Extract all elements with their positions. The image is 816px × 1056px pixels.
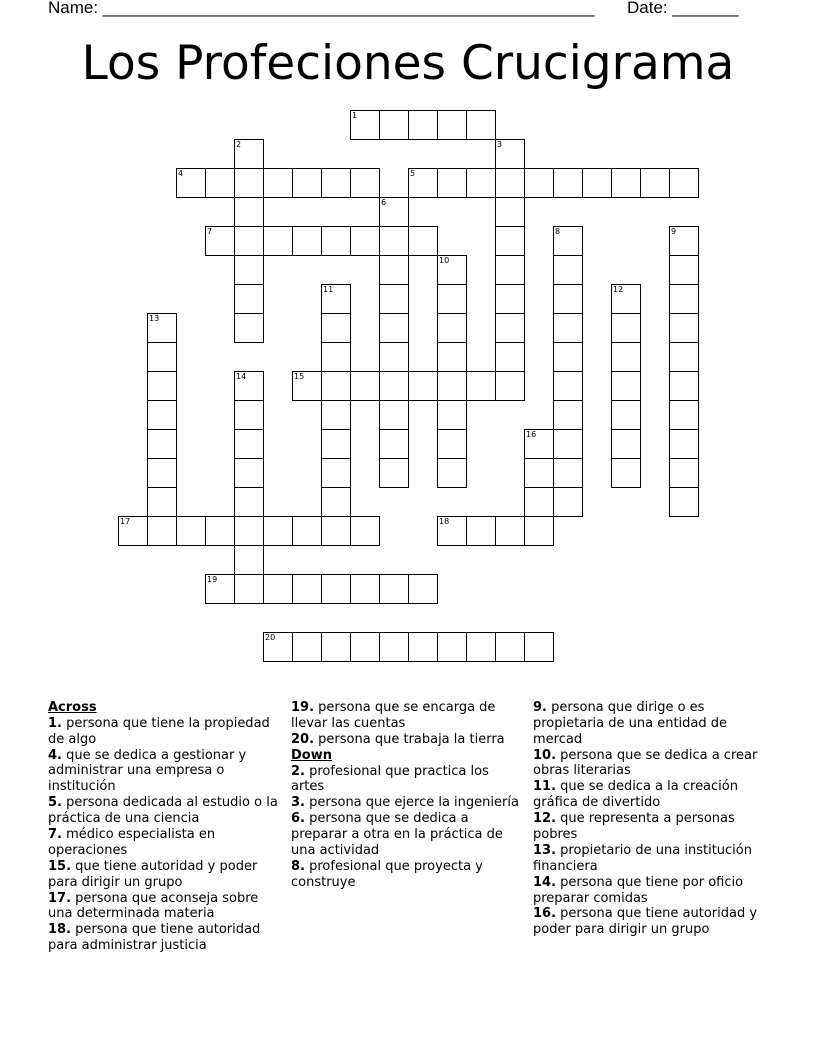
grid-cell[interactable]	[437, 255, 467, 285]
clue-across-15: 15. que tiene autoridad y poder para dirigir un grupo	[48, 858, 258, 890]
grid-cell[interactable]	[553, 226, 583, 256]
grid-cell[interactable]	[205, 574, 235, 604]
grid-cell[interactable]	[234, 226, 264, 256]
grid-cell[interactable]	[524, 429, 554, 459]
grid-cell[interactable]	[524, 487, 554, 517]
clue-number: 12	[613, 285, 624, 294]
grid-cell[interactable]	[379, 197, 409, 227]
grid-cell[interactable]	[234, 516, 264, 546]
grid-cell[interactable]	[350, 226, 380, 256]
grid-cell[interactable]	[611, 313, 641, 343]
grid-cell[interactable]	[379, 632, 409, 662]
grid-cell[interactable]	[437, 429, 467, 459]
grid-cell[interactable]	[263, 632, 293, 662]
grid-cell[interactable]	[611, 429, 641, 459]
page-title: Los Profeciones Crucigrama	[81, 36, 735, 91]
grid-cell[interactable]	[350, 371, 380, 401]
grid-cell[interactable]	[495, 197, 525, 227]
grid-cell[interactable]	[234, 284, 264, 314]
clue-across-7: 7. médico especialista en operaciones	[48, 826, 216, 858]
grid-cell[interactable]	[437, 313, 467, 343]
grid-cell[interactable]	[147, 516, 177, 546]
clue-across-17: 17. persona que aconseja sobre una determinada materia	[48, 890, 259, 922]
grid-cell[interactable]	[553, 168, 583, 198]
grid-cell[interactable]	[466, 516, 496, 546]
clue-number: 9	[671, 227, 677, 236]
name-field-label: Name: ____________________________________________________	[48, 0, 595, 17]
grid-cell[interactable]	[437, 342, 467, 372]
clue-number: 19	[207, 575, 218, 584]
grid-cell[interactable]	[379, 574, 409, 604]
grid-cell[interactable]	[379, 458, 409, 488]
grid-cell[interactable]	[669, 400, 699, 430]
grid-cell[interactable]	[495, 342, 525, 372]
clue-across-19: 19. persona que se encarga de llevar las cuentas	[291, 700, 496, 731]
grid-cell[interactable]	[350, 110, 380, 140]
grid-cell[interactable]	[640, 168, 670, 198]
grid-cell[interactable]	[669, 371, 699, 401]
grid-cell[interactable]	[495, 516, 525, 546]
grid-cell[interactable]	[263, 226, 293, 256]
grid-cell[interactable]	[495, 226, 525, 256]
grid-cell[interactable]	[669, 313, 699, 343]
clue-number: 14	[236, 372, 247, 381]
grid-cell[interactable]	[437, 371, 467, 401]
grid-cell[interactable]	[669, 255, 699, 285]
clue-number: 15	[294, 372, 305, 381]
grid-cell[interactable]	[495, 632, 525, 662]
grid-cell[interactable]	[147, 487, 177, 517]
grid-cell[interactable]	[495, 168, 525, 198]
clue-number: 10	[439, 256, 450, 265]
clue-down-2: 2. profesional que practica los artes	[291, 763, 489, 795]
grid-cell[interactable]	[669, 458, 699, 488]
grid-cell[interactable]	[321, 371, 351, 401]
grid-cell[interactable]	[321, 313, 351, 343]
grid-cell[interactable]	[234, 313, 264, 343]
clue-down-13: 13. propietario de una institución financiera	[533, 842, 752, 874]
grid-cell[interactable]	[553, 313, 583, 343]
grid-cell[interactable]	[321, 574, 351, 604]
grid-cell[interactable]	[553, 458, 583, 488]
grid-cell[interactable]	[466, 632, 496, 662]
grid-cell[interactable]	[292, 371, 322, 401]
grid-cell[interactable]	[234, 371, 264, 401]
grid-cell[interactable]	[292, 516, 322, 546]
grid-cell[interactable]	[205, 168, 235, 198]
grid-cell[interactable]	[582, 168, 612, 198]
grid-cell[interactable]	[553, 400, 583, 430]
grid-cell[interactable]	[118, 516, 148, 546]
clues-column-3	[533, 700, 773, 938]
grid-cell[interactable]	[379, 342, 409, 372]
grid-cell[interactable]	[234, 168, 264, 198]
grid-cell[interactable]	[379, 429, 409, 459]
grid-cell[interactable]	[553, 487, 583, 517]
grid-cell[interactable]	[321, 487, 351, 517]
grid-cell[interactable]	[263, 574, 293, 604]
clue-down-6: 6. persona que se dedica a preparar a otra en la práctica de una actividad	[291, 811, 503, 858]
clue-number: 13	[149, 314, 160, 323]
grid-cell[interactable]	[234, 139, 264, 169]
grid-cell[interactable]	[321, 342, 351, 372]
grid-cell[interactable]	[669, 487, 699, 517]
grid-cell[interactable]	[553, 429, 583, 459]
grid-cell[interactable]	[321, 284, 351, 314]
across-heading: Across	[48, 700, 97, 715]
grid-cell[interactable]	[292, 574, 322, 604]
clue-number: 18	[439, 517, 450, 526]
clue-down-10: 10. persona que se dedica a crear obras literarias	[533, 747, 758, 779]
clue-across-5: 5. persona dedicada al estudio o la práctica de una ciencia	[48, 795, 278, 826]
grid-cell[interactable]	[437, 632, 467, 662]
grid-cell[interactable]	[611, 458, 641, 488]
grid-cell[interactable]	[553, 371, 583, 401]
grid-cell[interactable]	[350, 632, 380, 662]
grid-cell[interactable]	[408, 632, 438, 662]
clue-number: 7	[207, 227, 213, 236]
grid-cell[interactable]	[669, 429, 699, 459]
grid-cell[interactable]	[495, 139, 525, 169]
grid-cell[interactable]	[234, 197, 264, 227]
grid-cell[interactable]	[408, 168, 438, 198]
grid-cell[interactable]	[379, 226, 409, 256]
grid-cell[interactable]	[234, 574, 264, 604]
clues-column-1	[48, 700, 280, 954]
grid-cell[interactable]	[611, 284, 641, 314]
grid-cell[interactable]	[408, 226, 438, 256]
grid-cell[interactable]	[611, 400, 641, 430]
grid-cell[interactable]	[437, 458, 467, 488]
grid-cell[interactable]	[263, 168, 293, 198]
grid-cell[interactable]	[379, 284, 409, 314]
grid-cell[interactable]	[234, 429, 264, 459]
clue-down-9: 9. persona que dirige o es propietaria de una entidad de mercad	[533, 700, 728, 747]
clue-number: 6	[381, 198, 387, 207]
grid-cell[interactable]	[147, 371, 177, 401]
clue-number: 4	[178, 169, 184, 178]
grid-cell[interactable]	[379, 110, 409, 140]
grid-cell[interactable]	[466, 168, 496, 198]
grid-cell[interactable]	[234, 400, 264, 430]
grid-cell[interactable]	[147, 342, 177, 372]
grid-cell[interactable]	[437, 168, 467, 198]
clue-down-8: 8. profesional que proyecta y construye	[291, 858, 483, 890]
grid-cell[interactable]	[437, 284, 467, 314]
down-heading: Down	[291, 747, 332, 763]
grid-cell[interactable]	[669, 342, 699, 372]
grid-cell[interactable]	[350, 168, 380, 198]
clue-down-14: 14. persona que tiene por oficio preparar comidas	[533, 874, 744, 906]
grid-cell[interactable]	[379, 371, 409, 401]
grid-cell[interactable]	[553, 284, 583, 314]
clues-column-2	[291, 700, 523, 891]
grid-cell[interactable]	[524, 458, 554, 488]
grid-cell[interactable]	[408, 371, 438, 401]
grid-cell[interactable]	[205, 516, 235, 546]
grid-cell[interactable]	[321, 458, 351, 488]
grid-cell[interactable]	[611, 371, 641, 401]
grid-cell[interactable]	[176, 516, 206, 546]
grid-cell[interactable]	[408, 574, 438, 604]
grid-cell[interactable]	[669, 284, 699, 314]
grid-cell[interactable]	[495, 313, 525, 343]
clue-number: 11	[323, 285, 334, 294]
grid-cell[interactable]	[234, 487, 264, 517]
grid-cell[interactable]	[495, 284, 525, 314]
clue-across-1: 1. persona que tiene la propiedad de algo	[48, 715, 270, 747]
clue-down-12: 12. que representa a personas pobres	[533, 811, 735, 842]
grid-cell[interactable]	[553, 342, 583, 372]
grid-cell[interactable]	[466, 371, 496, 401]
grid-cell[interactable]	[234, 458, 264, 488]
grid-cell[interactable]	[495, 371, 525, 401]
grid-cell[interactable]	[321, 429, 351, 459]
grid-cell[interactable]	[321, 516, 351, 546]
grid-cell[interactable]	[350, 516, 380, 546]
grid-cell[interactable]	[669, 168, 699, 198]
date-field-label: Date: _______	[627, 0, 739, 17]
grid-cell[interactable]	[234, 255, 264, 285]
clue-number: 5	[410, 169, 416, 178]
clue-number: 3	[497, 140, 503, 149]
clue-number: 8	[555, 227, 561, 236]
clue-across-18: 18. persona que tiene autoridad para administrar justicia	[48, 922, 261, 954]
grid-cell[interactable]	[437, 400, 467, 430]
grid-cell[interactable]	[669, 226, 699, 256]
grid-cell[interactable]	[350, 574, 380, 604]
grid-cell[interactable]	[495, 255, 525, 285]
grid-cell[interactable]	[292, 226, 322, 256]
grid-cell[interactable]	[466, 110, 496, 140]
grid-cell[interactable]	[437, 516, 467, 546]
clue-down-11: 11. que se dedica a la creación gráfica de divertido	[533, 779, 738, 811]
grid-cell[interactable]	[147, 313, 177, 343]
grid-cell[interactable]	[553, 255, 583, 285]
clue-down-16: 16. persona que tiene autoridad y poder para dirigir un grupo	[533, 906, 758, 938]
grid-cell[interactable]	[176, 168, 206, 198]
grid-cell[interactable]	[147, 458, 177, 488]
grid-cell[interactable]	[234, 545, 264, 575]
grid-cell[interactable]	[321, 168, 351, 198]
clue-across-4: 4. que se dedica a gestionar y administrar una empresa o institución	[48, 747, 247, 795]
grid-cell[interactable]	[524, 632, 554, 662]
grid-cell[interactable]	[379, 313, 409, 343]
clue-number: 1	[352, 111, 358, 120]
grid-cell[interactable]	[379, 255, 409, 285]
grid-cell[interactable]	[611, 168, 641, 198]
grid-cell[interactable]	[147, 400, 177, 430]
grid-cell[interactable]	[321, 400, 351, 430]
grid-cell[interactable]	[524, 516, 554, 546]
grid-cell[interactable]	[611, 342, 641, 372]
grid-cell[interactable]	[321, 632, 351, 662]
grid-cell[interactable]	[437, 110, 467, 140]
grid-cell[interactable]	[408, 110, 438, 140]
grid-cell[interactable]	[321, 226, 351, 256]
clue-number: 20	[265, 633, 276, 642]
clue-number: 17	[120, 517, 131, 526]
grid-cell[interactable]	[205, 226, 235, 256]
grid-cell[interactable]	[292, 168, 322, 198]
clue-down-3: 3. persona que ejerce la ingeniería	[291, 795, 519, 811]
clue-number: 16	[526, 430, 537, 439]
grid-cell[interactable]	[379, 400, 409, 430]
clue-across-20: 20. persona que trabaja la tierra	[291, 731, 505, 747]
grid-cell[interactable]	[263, 516, 293, 546]
grid-cell[interactable]	[292, 632, 322, 662]
grid-cell[interactable]	[524, 168, 554, 198]
clue-number: 2	[236, 140, 242, 149]
grid-cell[interactable]	[147, 429, 177, 459]
